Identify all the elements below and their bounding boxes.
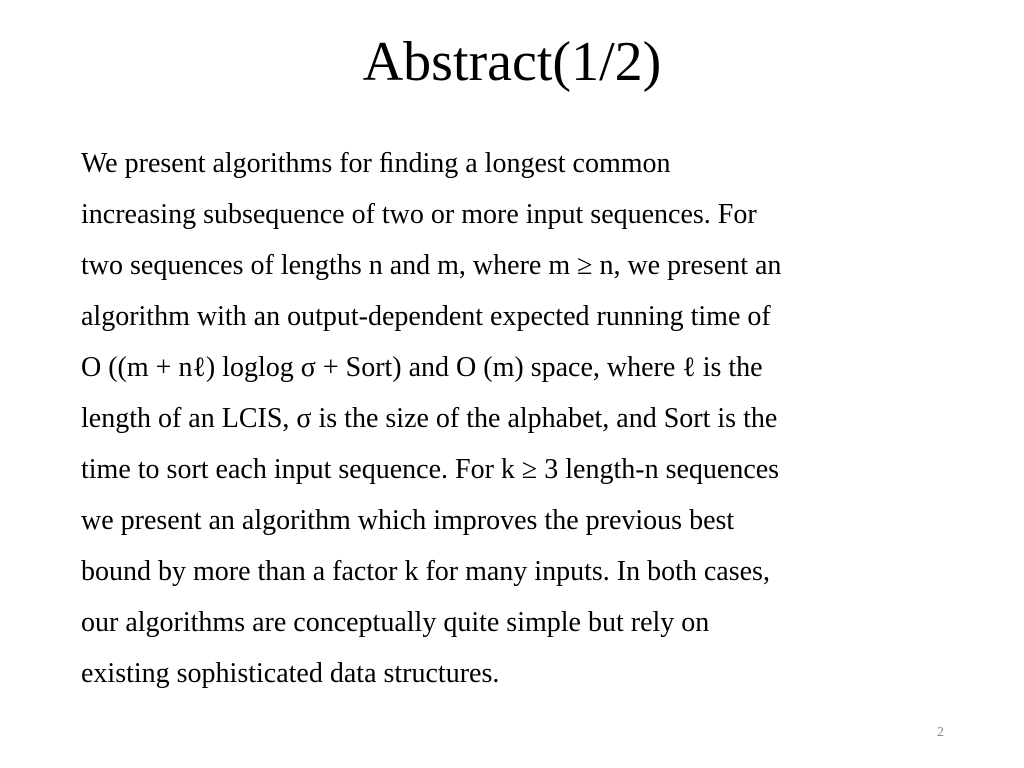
- abstract-line: we present an algorithm which improves the previous best: [81, 505, 735, 536]
- abstract-line: length of an LCIS, σ is the size of the alphabet, and Sort is the: [81, 403, 778, 434]
- abstract-line: two sequences of lengths n and m, where m ≥ n, we present an: [81, 250, 782, 281]
- abstract-line: increasing subsequence of two or more input sequences. For: [81, 199, 757, 230]
- abstract-line: time to sort each input sequence. For k ≥ 3 length-n sequences: [81, 454, 780, 485]
- abstract-line: algorithm with an output-dependent expected running time of: [81, 301, 771, 332]
- abstract-line: our algorithms are conceptually quite simple but rely on: [81, 607, 710, 638]
- abstract-line: O ((m + nℓ) loglog σ + Sort) and O (m) space, where ℓ is the: [81, 352, 763, 383]
- page-number: 2: [937, 725, 944, 740]
- abstract-line: existing sophisticated data structures.: [81, 658, 500, 689]
- slide-title: Abstract(1/2): [362, 31, 662, 93]
- abstract-line: We present algorithms for ﬁnding a longest common: [81, 148, 671, 179]
- abstract-body: [81, 138, 981, 699]
- abstract-line: bound by more than a factor k for many inputs. In both cases,: [81, 556, 770, 587]
